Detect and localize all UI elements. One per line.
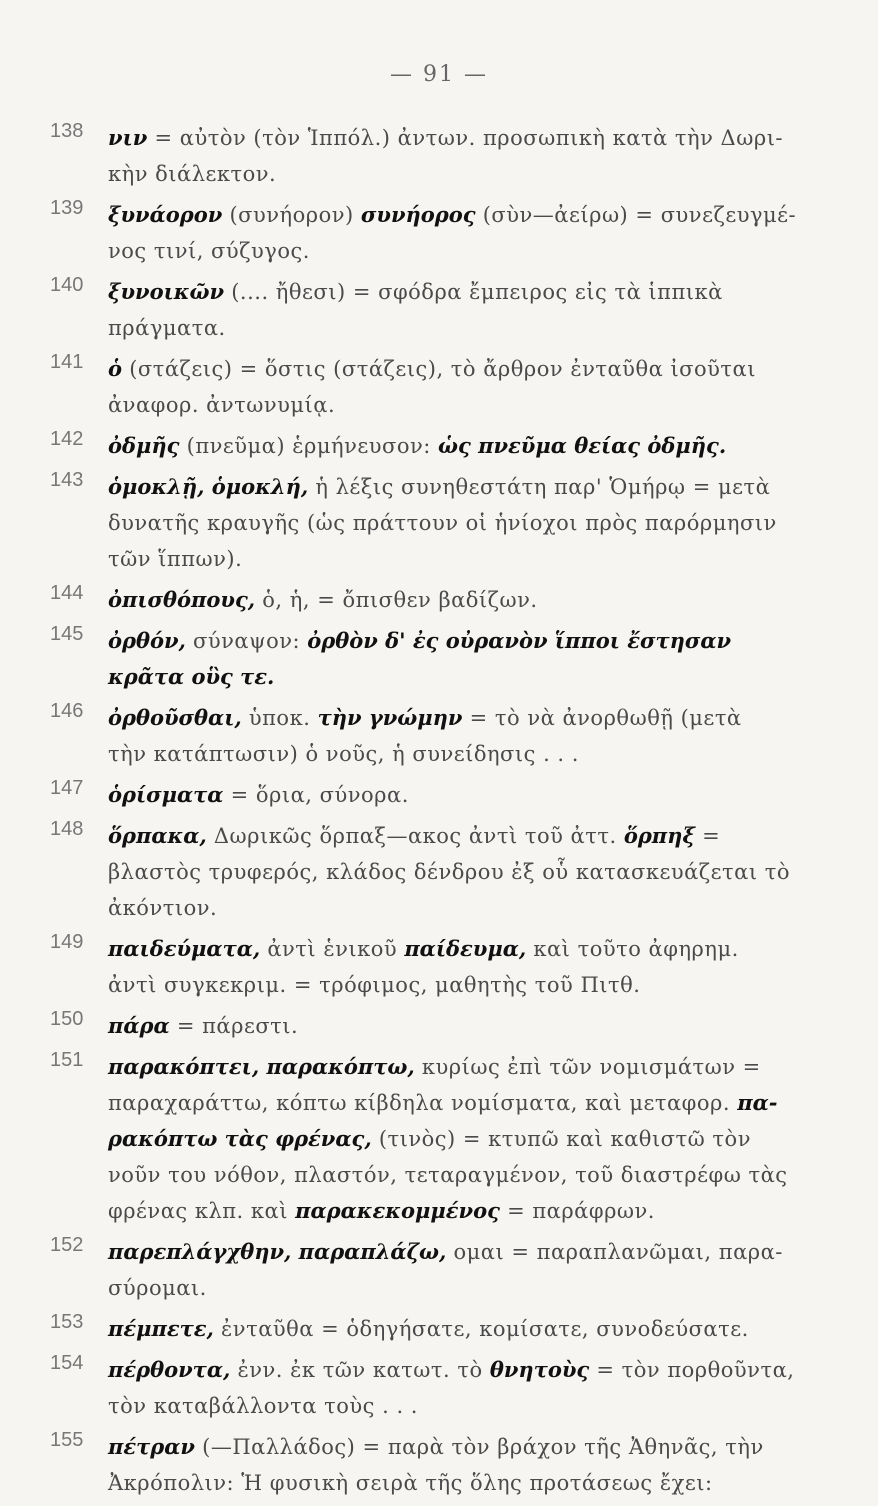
entry-line bbox=[108, 387, 798, 423]
entry-line bbox=[108, 1352, 798, 1388]
definition-text: ἐνν. ἐκ τῶν κατωτ. τὸ bbox=[230, 1358, 490, 1382]
definition-text: (—Παλλάδος) = παρὰ τὸν βράχον τῆς Ἀθηνᾶς, τὴν bbox=[194, 1435, 764, 1459]
entry-number: 148 bbox=[50, 818, 84, 840]
entry-number: 149 bbox=[50, 931, 84, 953]
headword: παρεπλάγχθην, παραπλάζω, bbox=[108, 1239, 447, 1264]
glossary-entry bbox=[50, 1352, 798, 1424]
headword: ὀρθοῦσθαι, bbox=[108, 705, 242, 730]
entry-text bbox=[108, 1429, 798, 1501]
entry-line bbox=[108, 1193, 798, 1229]
entry-text bbox=[108, 700, 798, 772]
definition-text: = αὐτὸν (τὸν Ἱππόλ.) ἀντων. προσωπικὴ κατὰ τὴν Δωρι- bbox=[147, 126, 784, 150]
entry-line bbox=[108, 623, 798, 659]
definition-text: (τινὸς) = κτυπῶ καὶ καθιστῶ τὸν bbox=[371, 1127, 751, 1151]
definition-text: κὴν διάλεκτον. bbox=[108, 162, 277, 186]
headword: ὅρπηξ bbox=[623, 823, 695, 848]
headword: τὴν γνώμην bbox=[317, 705, 463, 730]
definition-text: ἀντὶ ἑνικοῦ bbox=[260, 937, 405, 961]
definition-text: φρένας κλπ. καὶ bbox=[108, 1199, 296, 1223]
definition-text: τὴν κατάπτωσιν) ὁ νοῦς, ἡ συνείδησις . . . bbox=[108, 742, 579, 766]
entry-number: 145 bbox=[50, 623, 84, 645]
definition-text: νοῦν του νόθον, πλαστόν, τεταραγμένον, τοῦ διαστρέφω τὰς bbox=[108, 1163, 788, 1187]
glossary-entry bbox=[50, 931, 798, 1003]
headword: παιδεύματα, bbox=[108, 936, 261, 961]
headword: ὀρθόν, bbox=[108, 628, 186, 653]
headword: πέτραν bbox=[108, 1434, 195, 1459]
entry-text bbox=[108, 777, 798, 813]
entry-line bbox=[108, 469, 798, 505]
glossary-entry bbox=[50, 582, 798, 618]
entry-line bbox=[108, 1429, 798, 1465]
entry-number: 150 bbox=[50, 1008, 84, 1030]
definition-text: (πνεῦμα) ἑρμήνευσον: bbox=[179, 434, 438, 458]
headword: πέρθοντα, bbox=[108, 1357, 231, 1382]
glossary-entry bbox=[50, 351, 798, 423]
headword: κρᾶτα οὓς τε. bbox=[108, 664, 275, 689]
entry-text bbox=[108, 197, 798, 269]
definition-text: σύρομαι. bbox=[108, 1276, 207, 1300]
definition-text: τῶν ἵππων). bbox=[108, 547, 243, 571]
definition-text: ἀντὶ συγκεκριμ. = τρόφιμος, μαθητὴς τοῦ Πιτθ. bbox=[108, 973, 641, 997]
entry-number: 139 bbox=[50, 197, 84, 219]
glossary-entry bbox=[50, 469, 798, 577]
entry-text bbox=[108, 1352, 798, 1424]
definition-text: = bbox=[694, 824, 721, 848]
entry-line bbox=[108, 1121, 798, 1157]
entry-number: 141 bbox=[50, 351, 84, 373]
headword: ὀρθὸν δ' ἐς οὐρανὸν ἵπποι ἔστησαν bbox=[307, 628, 732, 653]
entry-number: 146 bbox=[50, 700, 84, 722]
definition-text: = παράφρων. bbox=[499, 1199, 655, 1223]
glossary-entry bbox=[50, 1008, 798, 1044]
headword: συνήορος bbox=[360, 202, 476, 227]
definition-text: κυρίως ἐπὶ τῶν νομισμάτων = bbox=[414, 1055, 761, 1079]
entry-line bbox=[108, 890, 798, 926]
headword: ὁμοκλῇ, ὁμοκλή, bbox=[108, 474, 309, 499]
entry-line bbox=[108, 659, 798, 695]
headword: πάρα bbox=[108, 1013, 170, 1038]
entry-line bbox=[108, 931, 798, 967]
definition-text: ὁ, ἡ, = ὄπισθεν βαδίζων. bbox=[255, 588, 538, 612]
definition-text: = ὅρια, σύνορα. bbox=[223, 783, 409, 807]
headword: ὁ bbox=[108, 356, 123, 381]
definition-text: Ἀκρόπολιν: Ἡ φυσικὴ σειρὰ τῆς ὅλης προτάσεως ἔχει: bbox=[108, 1471, 713, 1495]
headword: πα- bbox=[737, 1090, 778, 1115]
entry-number: 152 bbox=[50, 1234, 84, 1256]
entry-line bbox=[108, 428, 798, 464]
entry-number: 147 bbox=[50, 777, 84, 799]
entry-line bbox=[108, 1388, 798, 1424]
entry-line bbox=[108, 120, 798, 156]
headword: ὡς πνεῦμα θείας ὀδμῆς. bbox=[437, 433, 727, 458]
entry-line bbox=[108, 818, 798, 854]
definition-text: ὑποκ. bbox=[241, 706, 318, 730]
entry-line bbox=[108, 582, 798, 618]
definition-text: νος τινί, σύζυγος. bbox=[108, 239, 310, 263]
glossary-entry bbox=[50, 700, 798, 772]
definition-text: πράγματα. bbox=[108, 316, 226, 340]
entry-line bbox=[108, 1311, 798, 1347]
entry-text bbox=[108, 351, 798, 423]
entry-number: 144 bbox=[50, 582, 84, 604]
headword: πέμπετε, bbox=[108, 1316, 214, 1341]
glossary-entry bbox=[50, 197, 798, 269]
entry-line bbox=[108, 777, 798, 813]
definition-text: σύναψον: bbox=[185, 629, 308, 653]
entry-text bbox=[108, 623, 798, 695]
headword: ρακόπτω τὰς φρένας, bbox=[108, 1126, 372, 1151]
glossary-entry bbox=[50, 1429, 798, 1501]
entry-line bbox=[108, 854, 798, 890]
entry-line bbox=[108, 967, 798, 1003]
headword: ὀδμῆς bbox=[108, 433, 180, 458]
entry-text bbox=[108, 582, 798, 618]
entry-text bbox=[108, 120, 798, 192]
definition-text: τὸν καταβάλλοντα τοὺς . . . bbox=[108, 1394, 418, 1418]
entry-text bbox=[108, 1049, 798, 1229]
definition-text: (στάζεις) = ὅστις (στάζεις), τὸ ἄρθρον ἐνταῦθα ἰσοῦται bbox=[122, 357, 756, 381]
entry-number: 142 bbox=[50, 428, 84, 450]
definition-text: ομαι = παραπλανῶμαι, παρα- bbox=[446, 1240, 783, 1264]
definition-text: = τὸ νὰ ἀνορθωθῇ (μετὰ bbox=[462, 706, 742, 730]
glossary-entry bbox=[50, 428, 798, 464]
definition-text: (συνήορον) bbox=[222, 203, 361, 227]
definition-text: δυνατῆς κραυγῆς (ὡς πράττουν οἱ ἡνίοχοι πρὸς παρόρμησιν bbox=[108, 511, 777, 535]
definition-text: ἡ λέξις συνηθεστάτη παρ' Ὁμήρῳ = μετὰ bbox=[308, 475, 771, 499]
entry-number: 151 bbox=[50, 1049, 84, 1071]
entry-line bbox=[108, 700, 798, 736]
glossary-entry bbox=[50, 623, 798, 695]
entry-text bbox=[108, 1234, 798, 1306]
glossary-entries bbox=[50, 120, 798, 1506]
headword: ὀπισθόπους, bbox=[108, 587, 256, 612]
headword: παρακόπτει, παρακόπτω, bbox=[108, 1054, 415, 1079]
glossary-entry bbox=[50, 1049, 798, 1229]
entry-number: 153 bbox=[50, 1311, 84, 1333]
entry-text bbox=[108, 1311, 798, 1347]
definition-text: (σὺν—ἀείρω) = συνεζευγμέ- bbox=[475, 203, 797, 227]
entry-text bbox=[108, 931, 798, 1003]
glossary-entry bbox=[50, 1234, 798, 1306]
headword: παρακεκομμένος bbox=[295, 1198, 500, 1223]
entry-text bbox=[108, 469, 798, 577]
entry-line bbox=[108, 1049, 798, 1085]
entry-line bbox=[108, 1008, 798, 1044]
headword: παίδευμα, bbox=[404, 936, 527, 961]
entry-number: 155 bbox=[50, 1429, 84, 1451]
entry-line bbox=[108, 233, 798, 269]
definition-text: Δωρικῶς ὅρπαξ—ακος ἀντὶ τοῦ ἀττ. bbox=[206, 824, 624, 848]
entry-line bbox=[108, 351, 798, 387]
glossary-entry bbox=[50, 120, 798, 192]
definition-text: ἀκόντιον. bbox=[108, 896, 218, 920]
definition-text: παραχαράττω, κόπτω κίβδηλα νομίσματα, καὶ μεταφορ. bbox=[108, 1091, 738, 1115]
entry-line bbox=[108, 1465, 798, 1501]
entry-line bbox=[108, 156, 798, 192]
entry-number: 143 bbox=[50, 469, 84, 491]
entry-line bbox=[108, 541, 798, 577]
definition-text: (.... ἤθεσι) = σφόδρα ἔμπειρος εἰς τὰ ἱππικὰ bbox=[224, 280, 723, 304]
entry-number: 140 bbox=[50, 274, 84, 296]
glossary-entry bbox=[50, 1311, 798, 1347]
headword: ξυνοικῶν bbox=[108, 279, 225, 304]
definition-text: ἀναφορ. ἀντωνυμίᾳ. bbox=[108, 393, 336, 417]
entry-line bbox=[108, 736, 798, 772]
glossary-entry bbox=[50, 274, 798, 346]
definition-text: βλαστὸς τρυφερός, κλάδος δένδρου ἐξ οὗ κατασκευάζεται τὸ bbox=[108, 860, 790, 884]
entry-text bbox=[108, 1008, 798, 1044]
entry-line bbox=[108, 274, 798, 310]
entry-line bbox=[108, 505, 798, 541]
headword: νιν bbox=[108, 125, 148, 150]
definition-text: καὶ τοῦτο ἀφηρημ. bbox=[526, 937, 739, 961]
definition-text: = τὸν πορθοῦντα, bbox=[589, 1358, 795, 1382]
entry-number: 154 bbox=[50, 1352, 84, 1374]
page-number: — 91 — bbox=[390, 62, 488, 87]
entry-line bbox=[108, 1234, 798, 1270]
headword: ξυνάορον bbox=[108, 202, 223, 227]
entry-text bbox=[108, 274, 798, 346]
entry-line bbox=[108, 1085, 798, 1121]
headword: ὅρπακα, bbox=[108, 823, 207, 848]
entry-text bbox=[108, 818, 798, 926]
entry-number: 138 bbox=[50, 120, 84, 142]
glossary-entry bbox=[50, 818, 798, 926]
entry-line bbox=[108, 1157, 798, 1193]
headword: θνητοὺς bbox=[489, 1357, 590, 1382]
entry-text bbox=[108, 428, 798, 464]
entry-line bbox=[108, 197, 798, 233]
definition-text: = πάρεστι. bbox=[169, 1014, 299, 1038]
entry-line bbox=[108, 1270, 798, 1306]
glossary-entry bbox=[50, 777, 798, 813]
definition-text: ἐνταῦθα = ὁδηγήσατε, κομίσατε, συνοδεύσατε. bbox=[213, 1317, 749, 1341]
headword: ὁρίσματα bbox=[108, 782, 224, 807]
entry-line bbox=[108, 310, 798, 346]
